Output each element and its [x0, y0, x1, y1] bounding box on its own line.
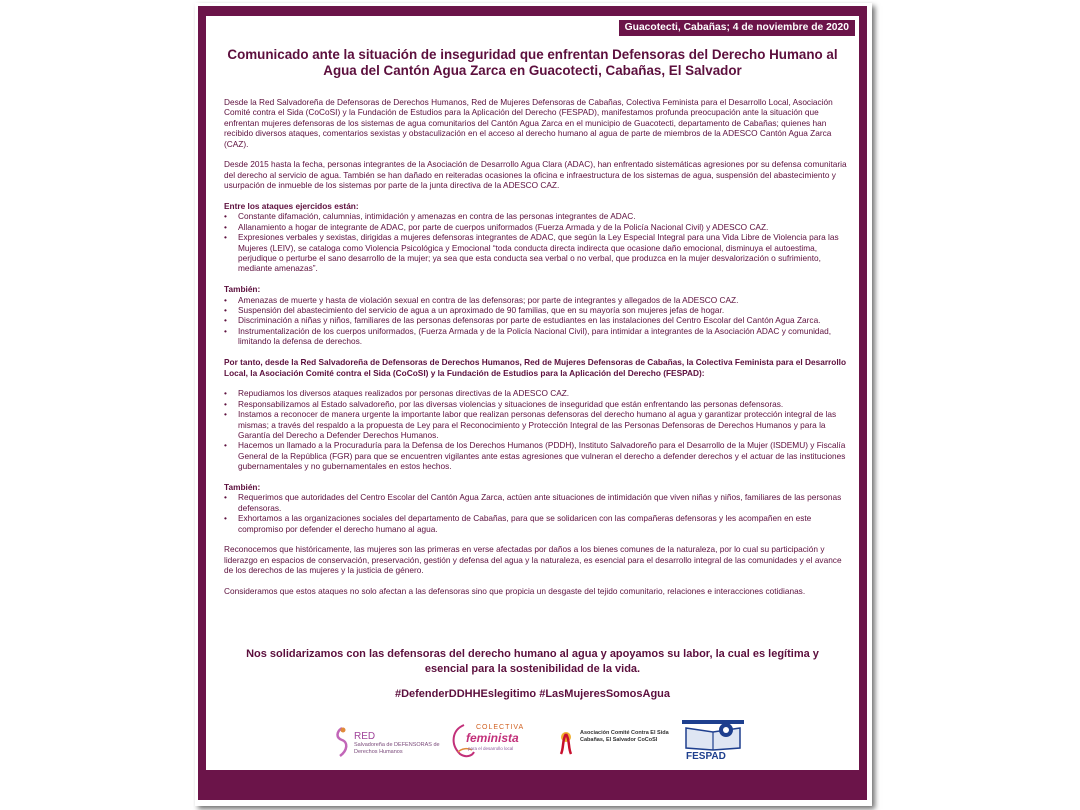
list-item: • Suspensión del abastecimiento del servicio de agua a un aproximado de 90 familias, que en su mayoría son mujeres jefas de hogar. — [224, 305, 847, 315]
also-list-2 — [224, 492, 847, 534]
also-heading-2: También: — [224, 481, 261, 492]
swirl-figure-icon — [332, 726, 352, 758]
list-item: • Instrumentalización de los cuerpos uniformados, (Fuerza Armada y de la Policía Nacional Civil), para intimidar a integrantes de la Asociación ADAC y comunidad, limitando la defensa de derechos. — [224, 326, 847, 347]
also-heading-1: También: — [224, 284, 261, 295]
list-item: • Requerimos que autoridades del Centro Escolar del Cantón Agua Zarca, actúen ante situaciones de intimidación que viven niñas y niños, familiares de las personas defensoras. — [224, 492, 847, 513]
colectiva-logo-subtitle: para el desarrollo local — [468, 746, 514, 751]
cocosi-logo — [556, 730, 669, 760]
list-item: • Amenazas de muerte y hasta de violación sexual en contra de las defensoras; por parte de integrantes y allegados de la ADESCO CAZ. — [224, 295, 847, 305]
red-logo-title: RED — [354, 731, 376, 742]
list-item: • Responsabilizamos al Estado salvadoreño, por las diversas violencias y situaciones de inseguridad que están enfrentando las personas defensoras. — [224, 399, 847, 409]
list-item: • Repudiamos los diversos ataques realizados por personas directivas de la ADESCO CAZ. — [224, 388, 847, 398]
colectiva-feminista-logo — [446, 722, 526, 760]
recognize-paragraph: Reconocemos que históricamente, las mujeres son las primeras en verse afectadas por daños a los bienes comunes de la naturaleza, por lo cual su participación y liderazgo en espacios de conservación, preservación, gestión y defensa del agua y la naturaleza, es esencial para el desarrollo integral de las comunidades y el avance de los derechos de las mujeres y la justicia de género. — [224, 544, 842, 576]
hashtags: #DefenderDDHHEslegitimo #LasMujeresSomosAgua — [394, 688, 671, 700]
attacks-heading: Entre los ataques ejercidos están: — [224, 201, 359, 212]
list-item: • Discriminación a niñas y niños, familiares de las personas defensoras por parte de estudiantes en las instalaciones del Centro Escolar del Cantón Agua Zarca. — [224, 315, 847, 325]
list-item: • Exhortamos a las organizaciones sociales del departamento de Cabañas, para que se solidaricen con las compañeras defensoras y les acompañen en este compromiso por defender el derecho humano al agua. — [224, 513, 847, 534]
fespad-logo — [678, 718, 748, 764]
consider-paragraph: Consideramos que estos ataques no solo afectan a las defensoras sino que propicia un desgaste del tejido comunitario, relaciones e interacciones cotidianas. — [224, 585, 806, 596]
red-defensoras-logo — [332, 725, 440, 759]
colectiva-logo-name: feminista — [466, 731, 519, 745]
cocosi-logo-text: Asociación Comité Contra El Sida Cabañas, El Salvador CoCoSI — [580, 730, 669, 743]
document-body — [224, 97, 847, 596]
intro-paragraph: Desde la Red Salvadoreña de Defensoras de Derechos Humanos, Red de Mujeres Defensoras de Cabañas, Colectiva Feminista para el Desarrollo Local, Asociación Comité contra el Sida (CoCoSI) y la Fundación de Estudios para la Aplicación del Derecho (FESPAD), manifestamos profunda preocupación ante la situación que enfrentan mujeres defensoras de los sistemas de agua comunitarios del Cantón Agua Zarca en el municipio de Guacotecti, departamento de Cabañas; quienes han recibido diversos ataques, comentarios sexistas y obstaculización en el acceso al derecho humano al agua de parte de miembros de la ADESCO Cantón Agua Zarca (CAZ). — [224, 97, 833, 149]
logos-row — [206, 718, 859, 764]
book-emblem-icon — [678, 718, 748, 752]
colectiva-logo-top: COLECTIVA — [476, 724, 525, 731]
background-paragraph: Desde 2015 hasta la fecha, personas integrantes de la Asociación de Desarrollo Agua Clara (ADAC), han enfrentado sistemáticas agresiones por su defensa comunitaria del derecho al servicio de agua. También se han dañado en reiteradas ocasiones la oficina e infraestructura de los sistemas de agua, suspensión del abastecimiento y usurpación de inmueble de los sistemas por parte de la junta directiva de la ADESCO CAZ. — [224, 159, 847, 191]
list-item: • Allanamiento a hogar de integrante de ADAC, por parte de cuerpos uniformados (Fuerza Armada y de la Policía Nacional Civil) y ADESCO CAZ. — [224, 222, 847, 232]
date-banner: Guacotecti, Cabañas; 4 de noviembre de 2020 — [619, 20, 855, 36]
attacks-list — [224, 211, 847, 273]
also-list-1 — [224, 295, 847, 347]
demands-list — [224, 388, 847, 471]
ribbon-icon — [556, 730, 576, 756]
solidarity-statement: Nos solidarizamos con las defensoras del derecho humano al agua y apoyamos su labor, la cual es legítima y esencial para la sostenibilidad de la vida. — [246, 648, 819, 675]
list-item: • Expresiones verbales y sexistas, dirigidas a mujeres defensoras integrantes de ADAC, que según la Ley Especial Integral para una Vida Libre de Violencia para las Mujeres (LEIV), se cataloga como Violencia Psicológica y Emocional “toda conducta directa indirecta que ocasione daño emocional, disminuya el autoestima, perjudique o perturbe el sano desarrollo de la mujer; ya sea que esta conducta sea verbal o no verbal, que produzca en la mujer desvalorización o sufrimiento, mediante amenazas”. — [224, 232, 847, 274]
document-page — [206, 16, 859, 770]
list-item: • Constante difamación, calumnias, intimidación y amenazas en contra de las personas integrantes de ADAC. — [224, 211, 847, 221]
therefore-paragraph: Por tanto, desde la Red Salvadoreña de Defensoras de Derechos Humanos, Red de Mujeres Defensoras de Cabañas, la Colectiva Feminista para el Desarrollo Local, la Asociación Comité contra el Sida (CoCoSI) y la Fundación de Estudios para la Aplicación del Derecho (FESPAD): — [224, 357, 847, 378]
red-logo-subtitle: Salvadoreña de DEFENSORAS de Derechos Humanos — [354, 742, 440, 755]
fespad-logo-name: FESPAD — [686, 751, 726, 762]
list-item: • Instamos a reconocer de manera urgente la importante labor que realizan personas defensoras del derecho humano al agua y garantizar protección integral de las mismas; a través del respaldo a la propuesta de Ley para el Reconocimiento y Protección Integral de las Personas Defensoras de Derechos Humanos y para la Garantía del Derecho a Defender Derechos Humanos. — [224, 409, 847, 440]
document-title: Comunicado ante la situación de inseguridad que enfrentan Defensoras del Derecho Humano al Agua del Cantón Agua Zarca en Guacotecti, Cabañas, El Salvador — [227, 47, 838, 78]
list-item: • Hacemos un llamado a la Procuraduría para la Defensa de los Derechos Humanos (PDDH), Instituto Salvadoreño para el Desarrollo de la Mujer (ISDEMU) y Fiscalía General de la República (FGR) para que se encuentren vigilantes ante estas agresiones que vulneran el derecho a defender derechos y el actuar de las instituciones gubernamentales y no gubernamentales en estos hechos. — [224, 440, 847, 471]
